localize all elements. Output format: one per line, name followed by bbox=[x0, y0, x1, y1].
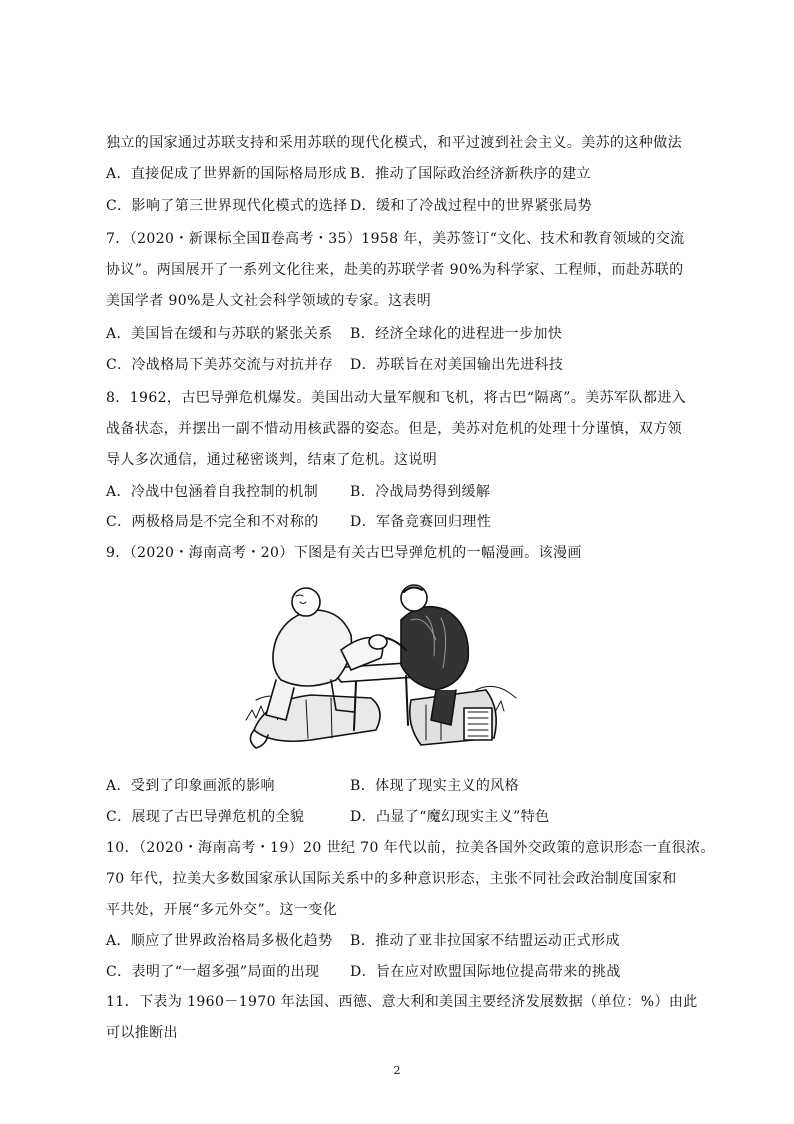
cuban-missile-crisis-cartoon bbox=[236, 580, 526, 760]
q7-stem-line-1: 7．（2020・新课标全国Ⅱ卷高考・35）1958 年，美苏签订“文化、技术和教育领域的交流 bbox=[106, 231, 685, 247]
q6-stem-tail: 独立的国家通过苏联支持和采用苏联的现代化模式，和平过渡到社会主义。美苏的这种做法 bbox=[106, 135, 682, 151]
q8-stem-line-1: 8．1962，古巴导弹危机爆发。美国出动大量军舰和飞机，将古巴“隔离”。美苏军队都进入 bbox=[106, 390, 687, 406]
q9-option-c: C．展现了古巴导弹危机的全貌 bbox=[106, 809, 305, 825]
q7-option-a: A．美国旨在缓和与苏联的紧张关系 bbox=[106, 326, 333, 342]
q10-option-c: C．表明了“一超多强”局面的出现 bbox=[106, 964, 320, 980]
q8-stem-line-2: 战备状态，并摆出一副不惜动用核武器的姿态。但是，美苏对危机的处理十分谨慎，双方领 bbox=[106, 421, 682, 437]
q10-stem-line-1: 10．（2020・海南高考・19）20 世纪 70 年代以前，拉美各国外交政策的意识形态一直很浓。 bbox=[106, 840, 715, 856]
q10-stem-line-2: 70 年代，拉美大多数国家承认国际关系中的多种意识形态，主张不同社会政治制度国家和 bbox=[106, 871, 677, 887]
q10-stem-line-3: 平共处，开展“多元外交”。这一变化 bbox=[106, 902, 338, 918]
q10-option-a: A．顺应了世界政治格局多极化趋势 bbox=[106, 933, 333, 949]
q9-option-b: B．体现了现实主义的风格 bbox=[350, 778, 520, 794]
q7-option-d: D．苏联旨在对美国输出先进科技 bbox=[350, 357, 564, 373]
q8-option-a: A．冷战中包涵着自我控制的机制 bbox=[106, 484, 319, 500]
q9-option-a: A．受到了印象画派的影响 bbox=[106, 778, 275, 794]
q10-option-d: D．旨在应对欧盟国际地位提高带来的挑战 bbox=[350, 964, 621, 980]
q8-option-d: D．军备竞赛回归理性 bbox=[350, 514, 492, 530]
q10-option-b: B．推动了亚非拉国家不结盟运动正式形成 bbox=[350, 933, 620, 949]
q9-option-d: D．凸显了“魔幻现实主义”特色 bbox=[350, 809, 550, 825]
q8-option-b: B．冷战局势得到缓解 bbox=[350, 484, 491, 500]
q8-stem-line-3: 导人多次通信，通过秘密谈判，结束了危机。这说明 bbox=[106, 452, 438, 468]
q11-stem-line-2: 可以推断出 bbox=[106, 1025, 178, 1041]
page-number: 2 bbox=[393, 1064, 401, 1077]
q8-option-c: C．两极格局是不完全和不对称的 bbox=[106, 514, 319, 530]
q6-option-c: C．影响了第三世界现代化模式的选择 bbox=[106, 198, 348, 214]
q7-option-b: B．经济全球化的进程进一步加快 bbox=[350, 326, 563, 342]
q7-option-c: C．冷战格局下美苏交流与对抗并存 bbox=[106, 357, 334, 373]
q6-option-d: D．缓和了冷战过程中的世界紧张局势 bbox=[350, 198, 593, 214]
q11-stem-line-1: 11．下表为 1960－1970 年法国、西德、意大利和美国主要经济发展数据（单位：%）由此 bbox=[106, 994, 698, 1010]
q7-stem-line-2: 协议”。两国展开了一系列文化往来，赴美的苏联学者 90%为科学家、工程师，而赴苏联的 bbox=[106, 262, 684, 278]
q6-option-a: A．直接促成了世界新的国际格局形成 bbox=[106, 166, 347, 182]
q7-stem-line-3: 美国学者 90%是人文社会科学领域的专家。这表明 bbox=[106, 293, 432, 309]
q6-option-b: B．推动了国际政治经济新秩序的建立 bbox=[350, 166, 592, 182]
q9-stem: 9．（2020・海南高考・20）下图是有关古巴导弹危机的一幅漫画。该漫画 bbox=[106, 545, 582, 561]
